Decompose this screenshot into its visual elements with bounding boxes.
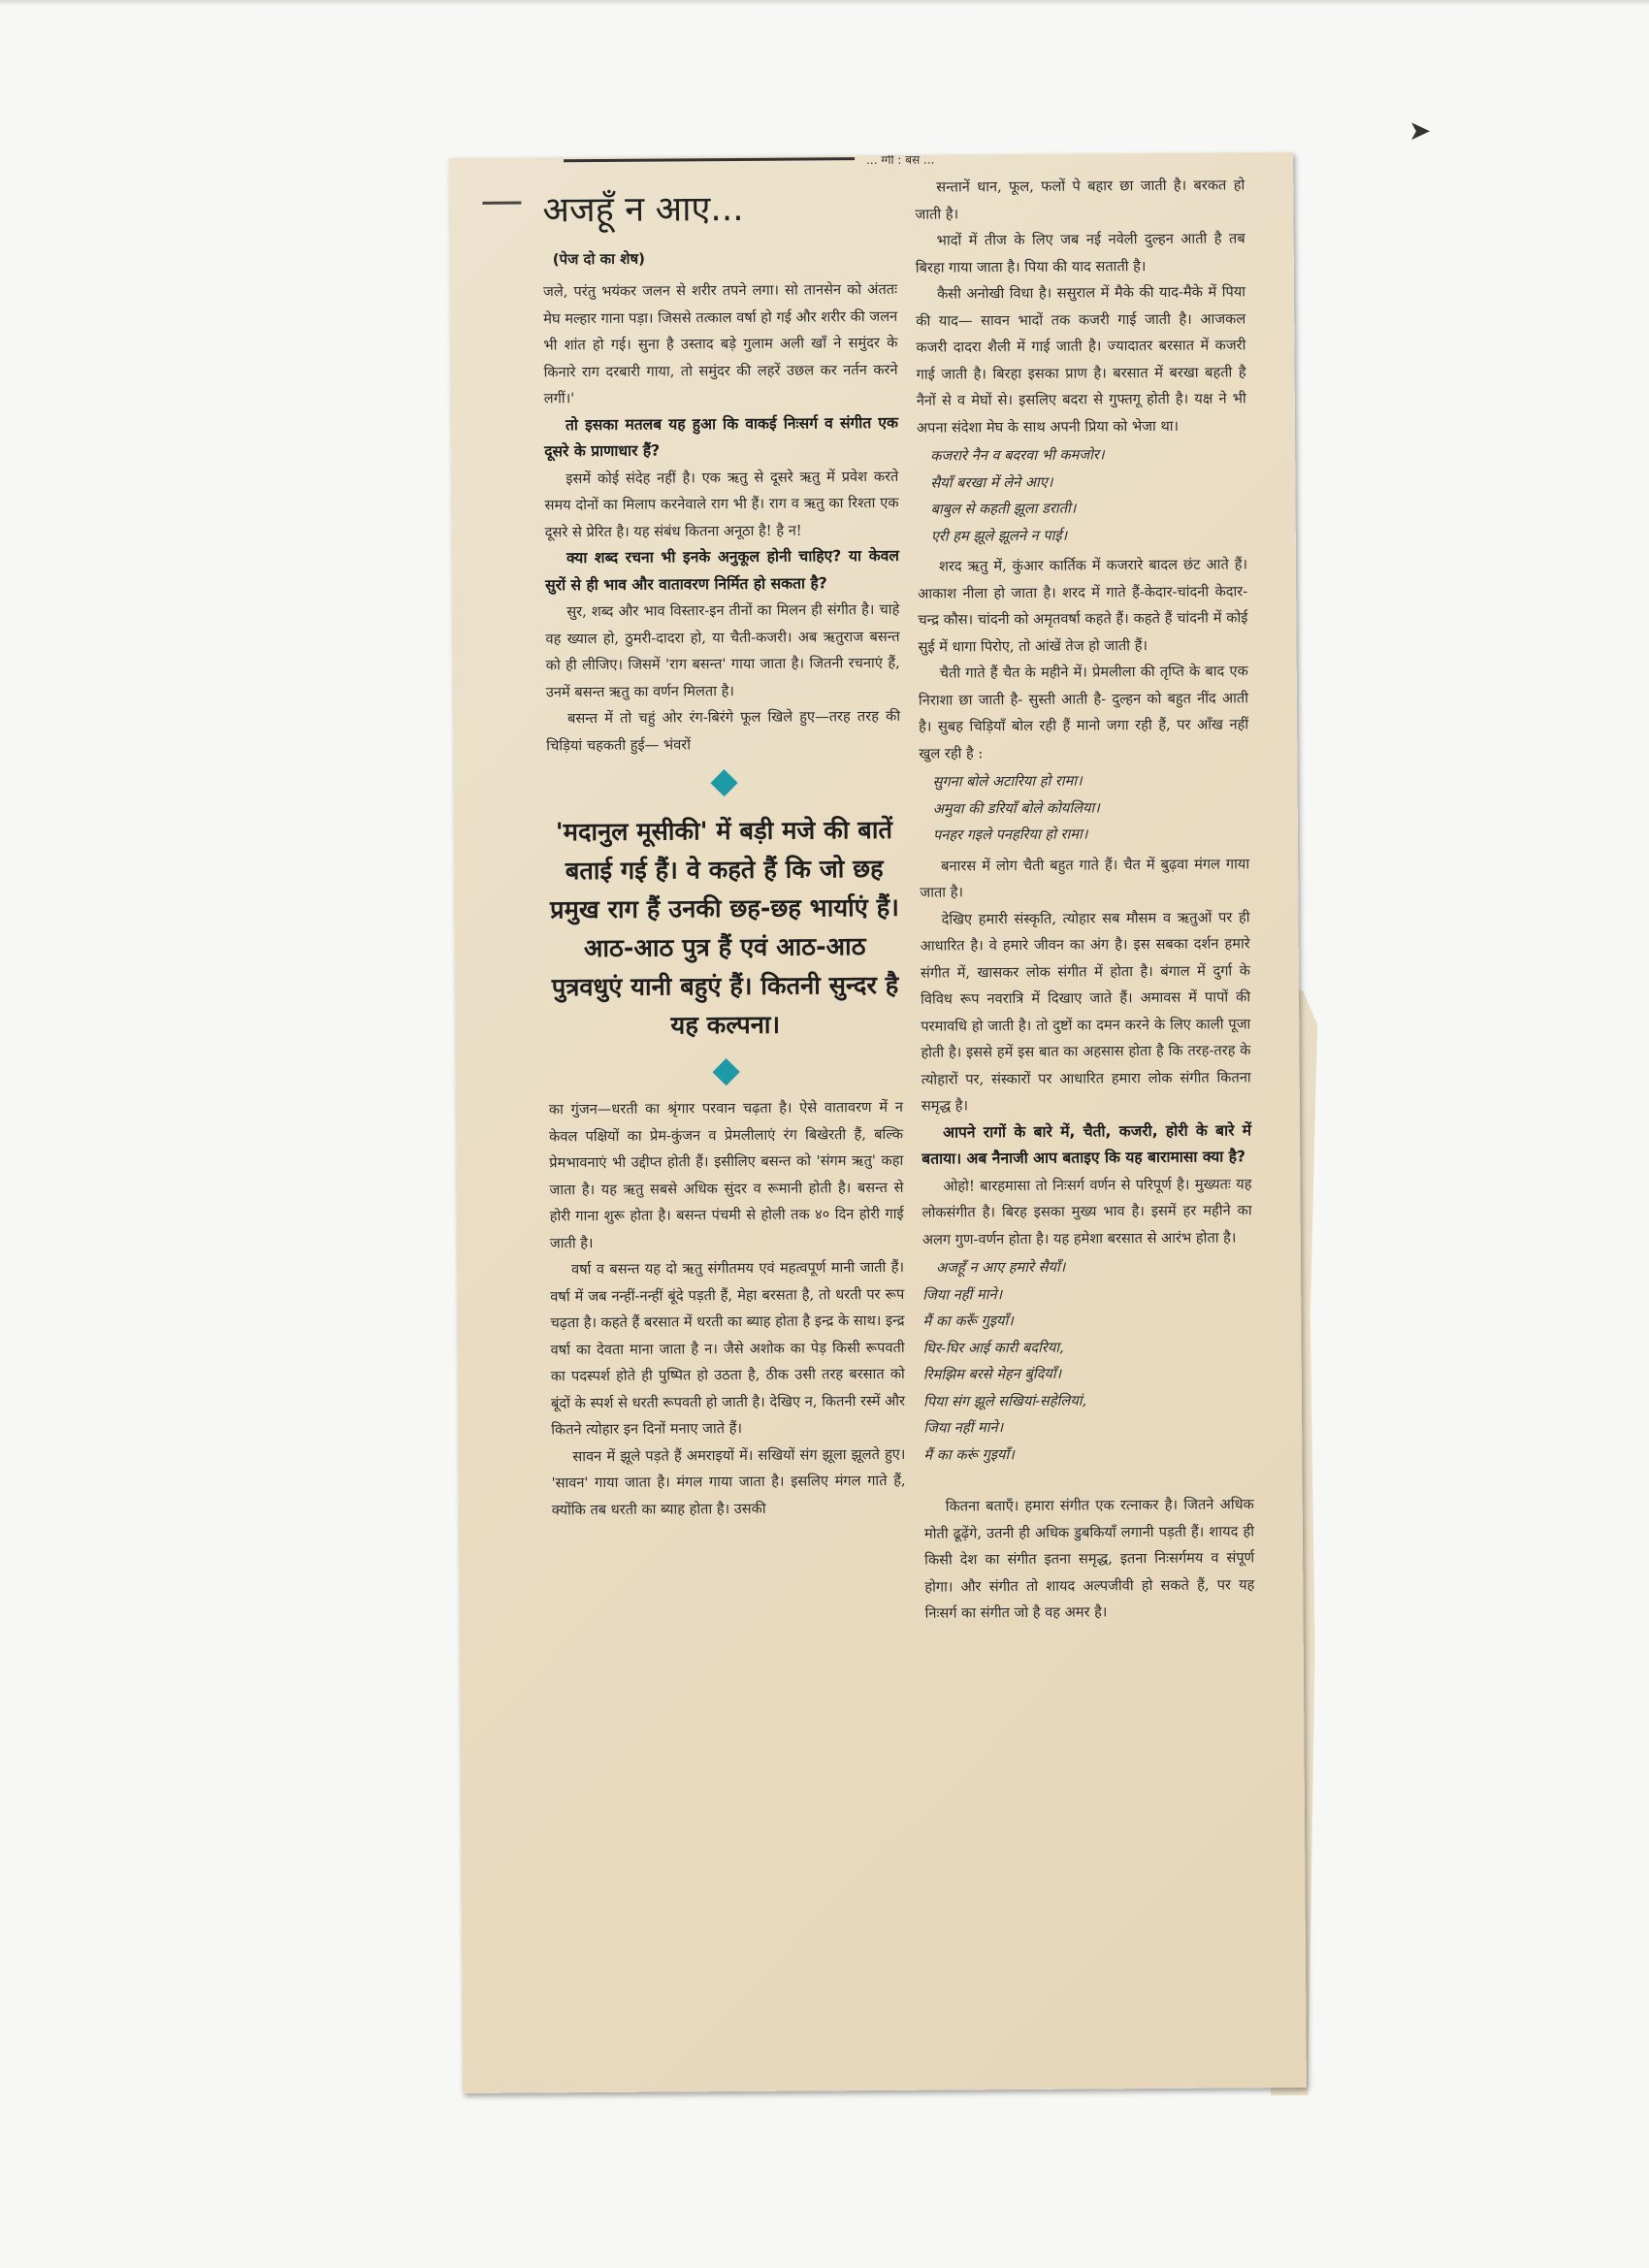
paragraph: का गुंजन—धरती का श्रृंगार परवान चढ़ता है। ऐसे वातावरण में न केवल पक्षियों का प्रेम-कुंजन व प्रेमलीलाएं रंग बिखेरती हैं, बल्कि प्रेमभावनाएं भी उद्दीप्त होती हैं। इसीलिए बसन्त को 'संगम ऋतु' कहा जाता है। यह ऋतु सबसे अधिक सुंदर व रूमानी होती है। बसन्त से होरी गाना शुरू होता है। बसन्त पंचमी से होली तक ४० दिन होरी गाई जाती है। (548, 1098, 904, 1251)
paragraph: सुर, शब्द और भाव विस्तार-इन तीनों का मिलन ही संगीत है। चाहे वह ख्याल हो, ठुमरी-दादरा हो, या चैती-कजरी। अब ऋतुराज बसन्त को ही लीजिए। जिसमें 'राग बसन्त' गाया जाता है। जितनी रचनाएं हैं, उनमें बसन्त ऋतु का वर्णन मिलता है। (545, 600, 900, 700)
paragraph: बसन्त में तो चहुं ओर रंग-बिरंगे फूल खिले हुए—तरह तरह की चिड़ियां चहकती हुई— भंवरों (546, 707, 901, 754)
poem-line: सुगना बोले अटारिया हो रामा। (932, 772, 1083, 791)
paragraph: सन्तानें धान, फूल, फलों पे बहार छा जाती है। बरकत हो जाती है। (915, 177, 1245, 223)
headline: अजहूँ न आए... (542, 188, 744, 231)
diamond-ornament-icon (710, 769, 737, 796)
poem-line: जिया नहीं माने। (923, 1419, 1004, 1437)
paragraph: ओहो! बारहमासा तो निःसर्ग वर्णन से परिपूर्ण है। मुख्यतः यह लोकसंगीत है। बिरह इसका मुख्य भाव है। इसमें हर महीने का अलग गुण-वर्णन होता है। यह हमेशा बरसात से आरंभ होता है। (922, 1175, 1252, 1248)
poem-line: मैं का करूँ गुइयाँ। (922, 1312, 1014, 1330)
paragraph: भादों में तीज के लिए जब नई नवेली दुल्हन आती है तब बिरहा गाया जाता है। पिया की याद सताती है। (915, 230, 1245, 276)
pull-quote-text: 'मदानुल मूसीकी' में बड़ी मजे की बातें बताई गई हैं। वे कहते हैं कि जो छह प्रमुख राग हैं उनकी छह-छह भार्याएं हैं। आठ-आठ पुत्र हैं एवं आठ-आठ पुत्रवधुएं यानी बहुएं हैं। कितनी सुन्दर है यह कल्पना। (549, 815, 899, 1041)
left-column (542, 175, 906, 1524)
poem-line: जिया नहीं माने। (922, 1285, 1003, 1304)
paragraph: देखिए हमारी संस्कृति, त्योहार सब मौसम व ऋतुओं पर ही आधारित है। वे हमारे जीवन का अंग है। इस सबका दर्शन हमारे संगीत में, खासकर लोक संगीत में होता है। बंगाल में दुर्गा के विविध रूप नवरात्रि में दिखाए जाते हैं। अमावस में पापों की परमावधि हो जाती है। तो दुष्टों का दमन करने के लिए काली पूजा होती है। इससे हमें इस बात का अहसास होता है कि तरह-तरह के त्योहारों पर, संस्कारों पर आधारित हमारा लोक संगीत कितना समृद्ध है। (920, 908, 1251, 1115)
spacer (924, 1470, 1254, 1493)
right-column (915, 172, 1254, 1627)
poem-line: पनहर गइले पनहरिया हो रामा। (932, 826, 1088, 844)
poem (919, 766, 1249, 849)
paragraph: कैसी अनोखी विधा है। ससुराल में मैके की याद-मैके में पिया की याद— सावन भादों तक कजरी गाई जाती है। आजकल कजरी दादरा शैली में गाई जाती है। ज्यादातर बरसात में कजरी गाई जाती है। बिरहा इसका प्राण है। बरसात में बरखा बहती है नैनों से व मेघों से। इसलिए बदरा से गुफ्तगू होती है। यक्ष ने भी अपना संदेशा मेघ के साथ अपनी प्रिया को भेजा था। (916, 283, 1246, 437)
poem-line: घिर-घिर आई कारी बदरिया, (922, 1339, 1064, 1357)
question: तो इसका मतलब यह हुआ कि वाकई निःसर्ग व संगीत एक दूसरे के प्राणाधार हैं? (544, 413, 899, 461)
paper-fragment-mark: ➤ (1408, 114, 1432, 146)
paragraph: बनारस में लोग चैती बहुत गाते हैं। चैत में बुढ़वा मंगल गाया जाता है। (920, 855, 1250, 901)
poem-line: अजहूँ न आए हमारे सैयाँ। (935, 1258, 1066, 1277)
paragraph: वर्षा व बसन्त यह दो ऋतु संगीतमय एवं महत्वपूर्ण मानी जाती हैं। वर्षा में जब नन्हीं-नन्हीं बूंदे पड़ती हैं, मेहा बरसता है, तो धरती पर रूप चढ़ता है। कहते हैं बरसात में धरती का ब्याह होता है इन्द्र के साथ। इन्द्र वर्षा का देवता माना जाता है न। जैसे अशोक का पेड़ किसी रूपवती का पदस्पर्श होते ही पुष्पित हो उठता है, ठीक उसी तरह बरसात को बूंदों के स्पर्श से धरती रूपवती हो जाती है। देखिए न, कितनी रस्में और कितने त्योहार इन दिनों मनाए जाते हैं। (550, 1258, 906, 1439)
header-fragment: ... ग्गी : बस ... (866, 152, 935, 168)
poem-line: सैयाँ बरखा में लेने आए। (930, 473, 1053, 492)
poem-line: कजरारे नैन व बदरवा भी कमजोर। (930, 446, 1105, 465)
newspaper-clipping (449, 152, 1307, 2093)
scan-edge (0, 0, 1649, 6)
poem-line: बाबुल से कहती झूला डराती। (930, 500, 1077, 518)
poem-line: मैं का करूं गुइयाँ। (923, 1445, 1015, 1464)
continuation-ref: (पेज दो का शेष) (552, 249, 646, 269)
poem-line: पिया संग झूले सखियां-सहेलियां, (922, 1392, 1087, 1410)
paragraph: जले, परंतु भयंकर जलन से शरीर तपने लगा। सो तानसेन को अंततः मेघ मल्हार गाना पड़ा। जिससे तत्काल वर्षा हो गई और शरीर की जलन भी शांत हो गई। सुना है उस्ताद बड़े गुलाम अली खाँ ने समुंदर के किनारे राग दरबारी गाया, तो समुंदर की लहरें उछल कर नर्तन करने लगीं।' (542, 280, 898, 407)
paragraph: इसमें कोई संदेह नहीं है। एक ऋतु से दूसरे ऋतु में प्रवेश करते समय दोनों का मिलाप करनेवाले राग भी हैं। राग व ऋतु का रिश्ता एक दूसरे से प्रेरित है। यह संबंध कितना अनूठा है! है न! (544, 468, 899, 540)
diamond-ornament-icon (712, 1058, 739, 1085)
poem-line: एरी हम झूले झूलने न पाई। (930, 527, 1068, 545)
paragraph: शरद ऋतु में, कुंआर कार्तिक में कजरारे बादल छंट आते हैं। आकाश नीला हो जाता है। शरद में गाते हैं-केदार-चांदनी केदार-चन्द्र कौस। चांदनी को अमृतवर्षा कहते हैं। कहते हैं चांदनी में कोई सुई में धागा पिरोए, तो आंखें तेज हो जाती हैं। (918, 556, 1248, 656)
paragraph: कितना बताएँ। हमारा संगीत एक रत्नाकर है। जितने अधिक मोती ढूढ़ेंगे, उतनी ही अधिक डुबकियाँ लगानी पड़ती हैं। शायद ही किसी देश का संगीत इतना समृद्ध, इतना निःसर्गमय व संपूर्ण होगा। और संगीत तो शायद अल्पजीवी हो सकते हैं, पर यह निःसर्ग का संगीत जो है वह अमर है। (923, 1496, 1255, 1622)
poem-line: अमुवा की डरियाँ बोले कोयलिया। (932, 798, 1100, 818)
pin-mark (482, 202, 521, 205)
paragraph: चैती गाते हैं चैत के महीने में। प्रेमलीला की तृप्ति के बाद एक निराशा छा जाती है- सुस्ती आती है- दुल्हन को बहुत नींद आती है। सुबह चिड़ियाँ बोल रही हैं मानो जगा रही हैं, पर आँख नहीं खुल रही है : (918, 663, 1249, 762)
poem (922, 1252, 1254, 1468)
top-rule (564, 157, 855, 162)
question: आपने रागों के बारे में, चैती, कजरी, होरी के बारे में बताया। अब नैनाजी आप बताइए कि यह बारामासा क्या है? (922, 1120, 1252, 1168)
poem (917, 440, 1247, 549)
pull-quote (546, 772, 902, 1084)
question: क्या शब्द रचना भी इनके अनुकूल होनी चाहिए? या केवल सुरों से ही भाव और वातावरण निर्मित हो सकता है? (545, 546, 899, 594)
paragraph: सावन में झूले पड़ते हैं अमराइयों में। सखियों संग झूला झूलते हुए। 'सावन' गाया जाता है। मंगल गाया जाता है। इसलिए मंगल गाते हैं, क्योंकि तब धरती का ब्याह होता है। उसकी (551, 1445, 906, 1518)
poem-line: रिमझिम बरसे मेहन बुंदियाँ। (922, 1365, 1062, 1383)
